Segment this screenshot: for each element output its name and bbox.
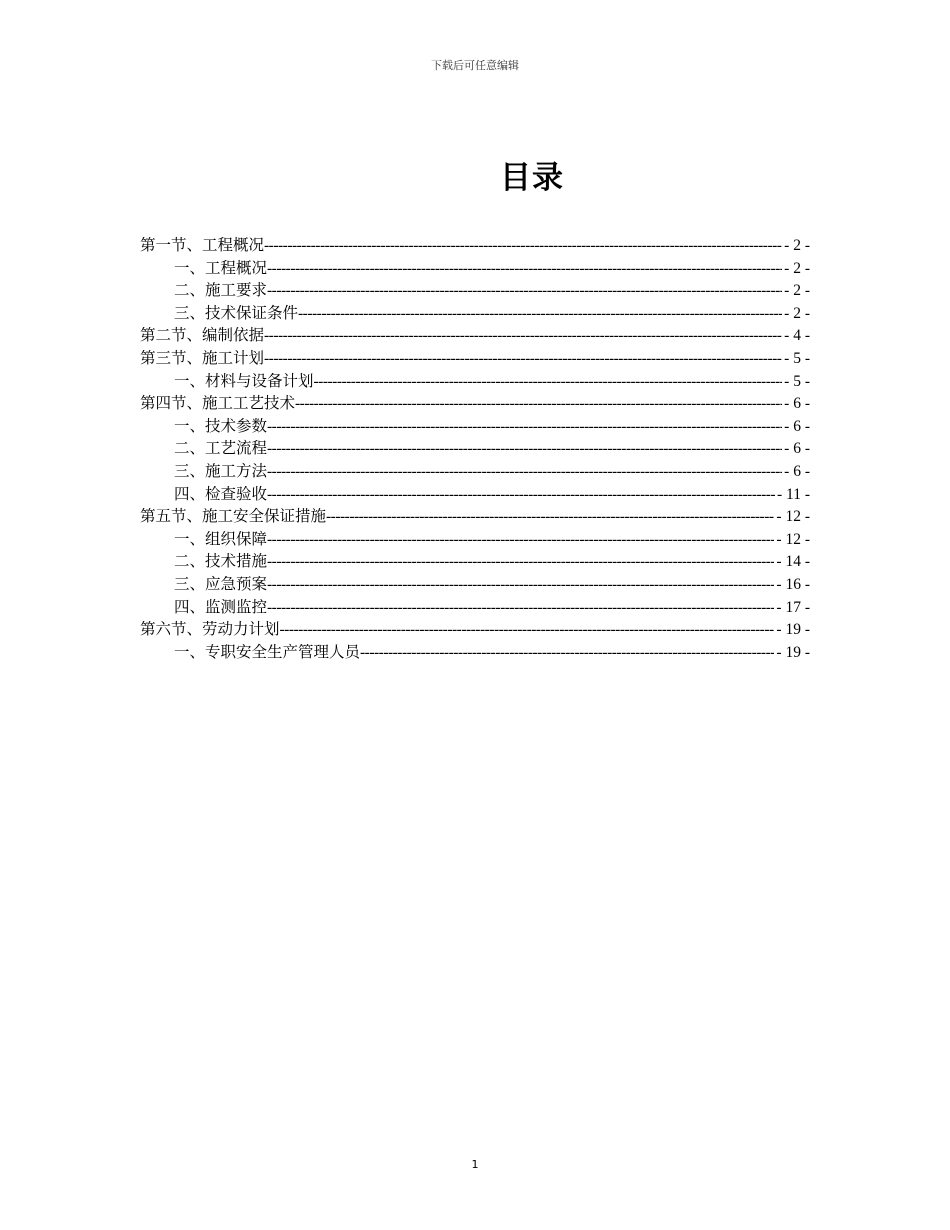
toc-entry-label: 三、施工方法 xyxy=(174,461,268,480)
toc-leader xyxy=(267,416,782,438)
toc-entry-page: - 19 - xyxy=(776,621,810,639)
toc-entry[interactable] xyxy=(140,302,810,325)
toc-entry[interactable] xyxy=(140,324,810,347)
toc-leader xyxy=(264,325,782,347)
toc-leader xyxy=(267,484,775,506)
toc-entry-page: - 6 - xyxy=(784,440,810,458)
toc-entry-label: 四、检查验收 xyxy=(174,484,268,503)
toc-entry-label: 四、监测监控 xyxy=(174,597,268,616)
toc-entry-label: 第六节、劳动力计划 xyxy=(140,620,280,639)
toc-leader xyxy=(267,461,782,483)
page-number: 1 xyxy=(471,1158,479,1171)
toc-leader xyxy=(264,348,782,370)
toc-entry[interactable] xyxy=(140,641,810,664)
toc-entry-page: - 12 - xyxy=(776,530,810,548)
toc-leader xyxy=(280,619,775,641)
toc-entry-label: 第四节、施工工艺技术 xyxy=(140,394,296,413)
toc-entry-page: - 5 - xyxy=(784,349,810,367)
toc-entry[interactable] xyxy=(140,528,810,551)
toc-entry-label: 二、技术措施 xyxy=(174,552,268,571)
toc-leader xyxy=(295,393,782,415)
toc-entry-page: - 5 - xyxy=(784,372,810,390)
toc-entry-label: 第三节、施工计划 xyxy=(140,348,265,367)
toc-entry[interactable] xyxy=(140,257,810,280)
toc-entry-label: 第五节、施工安全保证措施 xyxy=(140,507,327,526)
toc-entry-page: - 17 - xyxy=(776,598,810,616)
toc-entry-label: 三、技术保证条件 xyxy=(174,303,299,322)
toc-leader xyxy=(267,438,782,460)
toc-entry-label: 一、工程概况 xyxy=(174,258,268,277)
toc-entry-page: - 12 - xyxy=(776,508,810,526)
toc-entry-page: - 6 - xyxy=(784,395,810,413)
toc-entry-page: - 4 - xyxy=(784,327,810,345)
toc-entry[interactable] xyxy=(140,550,810,573)
toc-leader xyxy=(267,597,774,619)
toc-entry-page: - 19 - xyxy=(776,643,810,661)
toc-leader xyxy=(267,529,774,551)
toc-leader xyxy=(267,574,774,596)
toc-entry-page: - 2 - xyxy=(784,237,810,254)
toc-entry[interactable] xyxy=(140,415,810,438)
toc-entry[interactable] xyxy=(140,279,810,302)
toc-leader xyxy=(264,235,782,257)
toc-entry[interactable] xyxy=(140,596,810,619)
toc-entry[interactable] xyxy=(140,392,810,415)
toc-leader xyxy=(314,371,783,393)
toc-entry-label: 第一节、工程概况 xyxy=(140,236,265,254)
toc-leader xyxy=(360,642,774,664)
toc-leader xyxy=(267,280,782,302)
toc-entry[interactable] xyxy=(140,370,810,393)
toc-entry-label: 二、工艺流程 xyxy=(174,439,268,458)
toc-entry[interactable] xyxy=(140,460,810,483)
toc-entry-page: - 11 - xyxy=(777,485,810,503)
toc-entry[interactable] xyxy=(140,234,810,257)
toc-leader xyxy=(326,506,774,528)
toc-entry-label: 一、专职安全生产管理人员 xyxy=(174,642,361,661)
toc-leader xyxy=(267,551,774,573)
toc-entry[interactable] xyxy=(140,347,810,370)
toc-entry-label: 一、组织保障 xyxy=(174,529,268,548)
toc-entry-page: - 14 - xyxy=(776,553,810,571)
toc-leader xyxy=(298,303,782,325)
toc-entry-page: - 16 - xyxy=(776,575,810,593)
toc-entry-page: - 6 - xyxy=(784,462,810,480)
toc-entry[interactable] xyxy=(140,618,810,641)
toc-entry[interactable] xyxy=(140,505,810,528)
toc-entry-label: 一、技术参数 xyxy=(174,416,268,435)
toc-entry[interactable] xyxy=(140,573,810,596)
toc-title: 目录 xyxy=(500,160,564,196)
toc-entry-label: 三、应急预案 xyxy=(174,574,268,593)
toc-entry-page: - 2 - xyxy=(784,304,810,322)
toc-entry-label: 第二节、编制依据 xyxy=(140,326,265,345)
toc-entry[interactable] xyxy=(140,437,810,460)
table-of-contents xyxy=(140,234,810,663)
toc-entry-page: - 2 - xyxy=(784,259,810,277)
toc-entry-label: 一、材料与设备计划 xyxy=(174,371,314,390)
toc-entry-page: - 6 - xyxy=(784,417,810,435)
page-header: 下载后可任意编辑 xyxy=(431,59,519,72)
toc-leader xyxy=(267,258,782,280)
toc-entry[interactable] xyxy=(140,483,810,506)
toc-entry-label: 二、施工要求 xyxy=(174,281,268,300)
toc-entry-page: - 2 - xyxy=(784,282,810,300)
